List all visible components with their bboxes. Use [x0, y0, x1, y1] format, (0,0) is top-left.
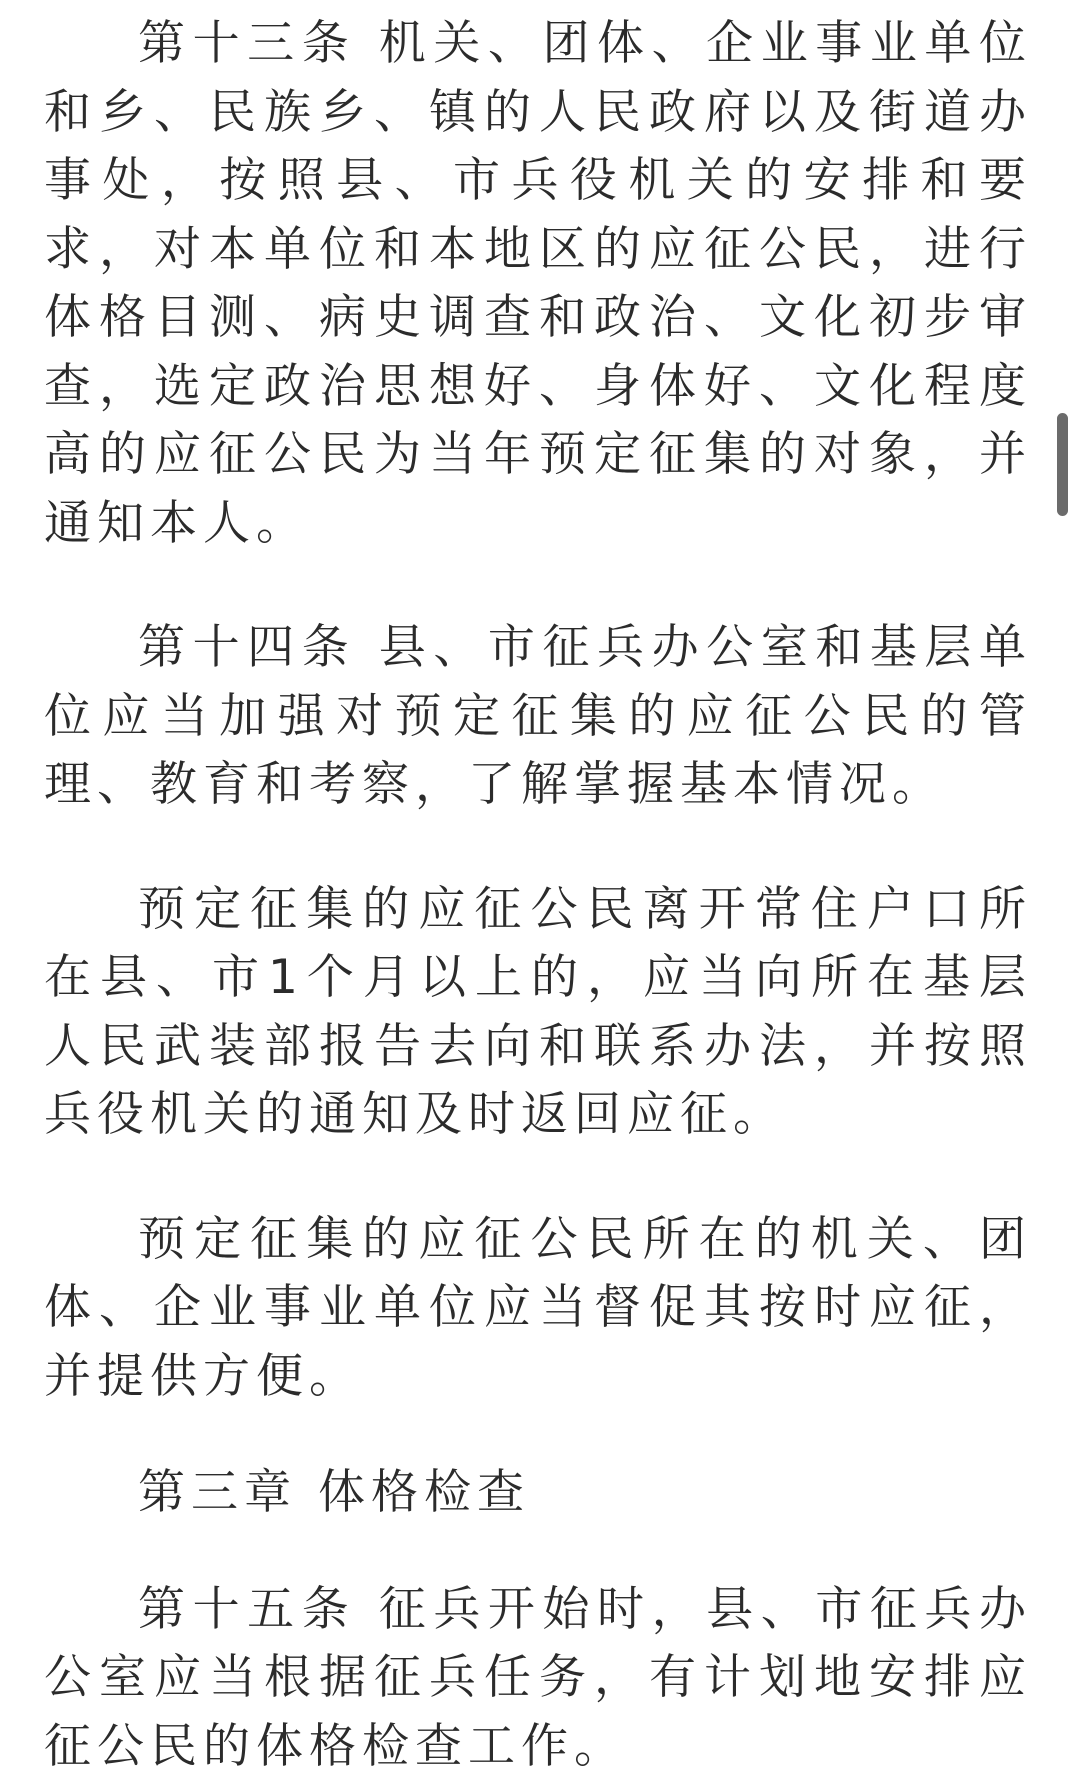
article-14-paragraph: 第十四条 县、市征兵办公室和基层单位应当加强对预定征集的应征公民的管理、教育和考察，了解掌握基本情况。 [44, 614, 1032, 820]
article-13-paragraph: 第十三条 机关、团体、企业事业单位和乡、民族乡、镇的人民政府以及街道办事处，按照县、市兵役机关的安排和要求，对本单位和本地区的应征公民，进行体格目测、病史调查和政治、文化初步审查，选定政治思想好、身体好、文化程度高的应征公民为当年预定征集的对象，并通知本人。 [44, 10, 1032, 558]
article-15-paragraph: 第十五条 征兵开始时，县、市征兵办公室应当根据征兵任务，有计划地安排应征公民的体格检查工作。 [44, 1576, 1032, 1781]
departure-report-paragraph: 预定征集的应征公民离开常住户口所在县、市1个月以上的，应当向所在基层人民武装部报告去向和联系办法，并按照兵役机关的通知及时返回应征。 [44, 876, 1032, 1150]
employer-support-paragraph: 预定征集的应征公民所在的机关、团体、企业事业单位应当督促其按时应征，并提供方便。 [44, 1206, 1032, 1412]
article-body [44, 0, 1032, 1781]
scrollbar-thumb[interactable] [1057, 413, 1068, 516]
chapter-heading: 第三章 体格检查 [44, 1459, 1032, 1528]
